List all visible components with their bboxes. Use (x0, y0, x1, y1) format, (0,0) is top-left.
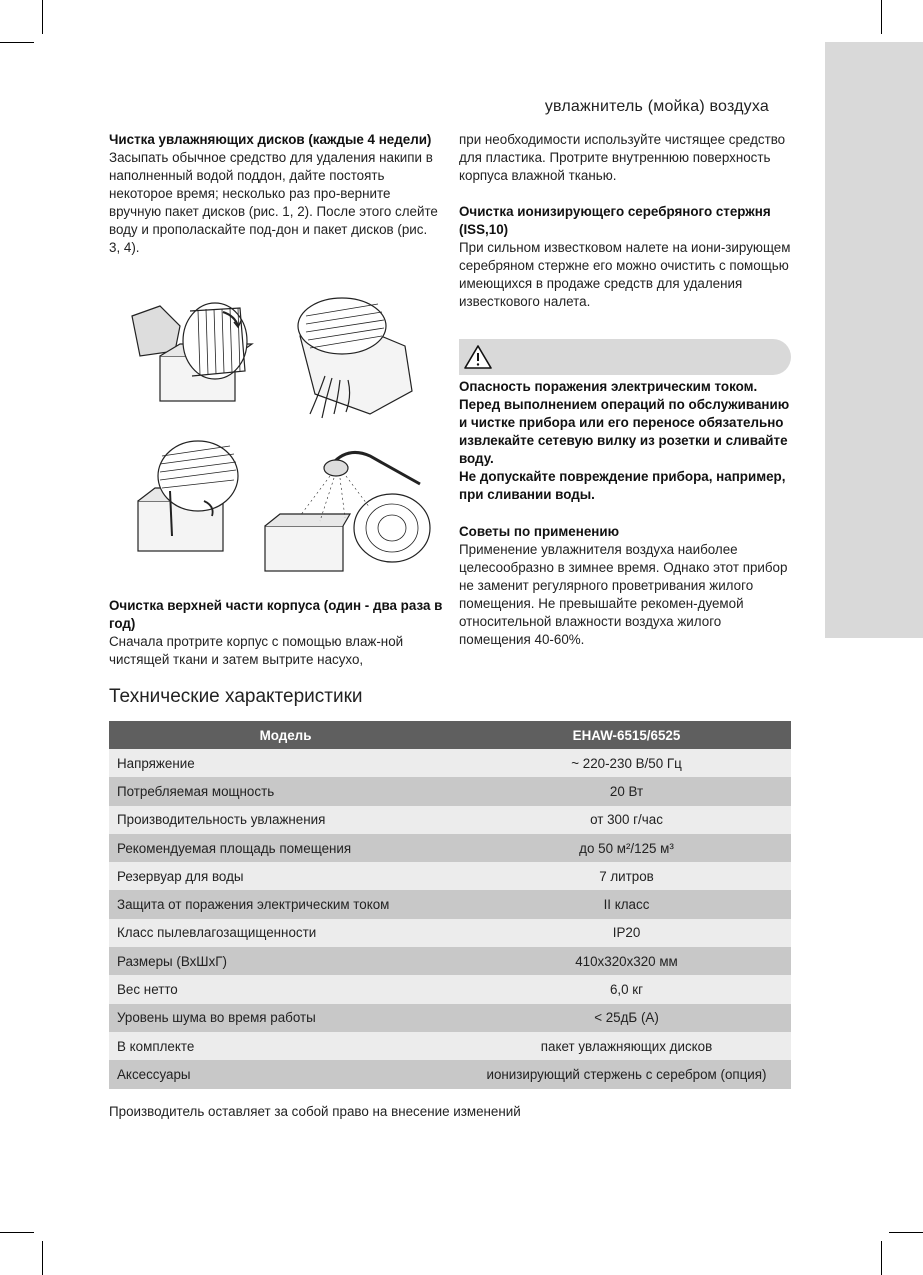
right-column (459, 131, 793, 185)
spec-label: Потребляемая мощность (109, 777, 462, 805)
table-row (109, 890, 791, 918)
spec-label: Класс пылевлагозащищенности (109, 919, 462, 947)
spec-value: 410х320х320 мм (462, 947, 791, 975)
tips-heading: Советы по применению (459, 524, 620, 539)
disc-cleaning-body: Засыпать обычное средство для удаления накипи в наполненный водой поддон, дайте постоять некоторое время; несколько раз про-верните вручную пакет дисков (рис. 1, 2). После этого слейте воду и прополаскайте под-дон и пакет дисков (рис. 3, 4). (109, 150, 438, 255)
spec-label: Уровень шума во время работы (109, 1004, 462, 1032)
table-row (109, 947, 791, 975)
spec-value: 20 Вт (462, 777, 791, 805)
table-row (109, 1060, 791, 1088)
spec-value: 7 литров (462, 862, 791, 890)
tips-body: Применение увлажнителя воздуха наиболее целесообразно в зимнее время. Однако этот прибор не заменит регулярного проветривания жилого помещения. Не превышайте рекомен-дуемой относительной влажности воздуха жилого помещения 40-60%. (459, 542, 788, 647)
warning-text: Опасность поражения электрическим током. Перед выполнением операций по обслуживанию и чистке прибора или его переносе обязательно извлекайте сетевую вилку из розетки и сливайте воду. (459, 379, 790, 466)
warning-section (459, 378, 793, 504)
spec-value: II класс (462, 890, 791, 918)
crop-mark (881, 1241, 882, 1275)
specs-header-row (109, 721, 791, 749)
top-case-section (109, 597, 444, 669)
table-row (109, 919, 791, 947)
spec-label: Напряжение (109, 749, 462, 777)
crop-mark (42, 0, 43, 34)
table-row (109, 749, 791, 777)
specs-title: Технические характеристики (109, 686, 363, 707)
crop-mark (0, 1232, 34, 1233)
ionizer-section (459, 203, 793, 311)
specs-table (109, 721, 791, 1089)
table-row (109, 806, 791, 834)
spec-value: до 50 м²/125 м³ (462, 834, 791, 862)
left-column (109, 131, 439, 257)
spec-label: Рекомендуемая площадь помещения (109, 834, 462, 862)
disc-cleaning-figure (120, 296, 432, 578)
spec-value: пакет увлажняющих дисков (462, 1032, 791, 1060)
crop-mark (0, 42, 34, 43)
case-cleaning-continuation: при необходимости используйте чистящее средство для пластика. Протрите внутреннюю поверхность корпуса влажной тканью. (459, 132, 786, 183)
tips-section (459, 523, 793, 649)
specs-header-label: Модель (109, 721, 462, 749)
footnote: Производитель оставляет за собой право на внесение изменений (109, 1104, 521, 1119)
spec-label: Резервуар для воды (109, 862, 462, 890)
crop-mark (881, 0, 882, 34)
table-row (109, 862, 791, 890)
spec-label: Аксессуары (109, 1060, 462, 1088)
warning-text-2: Не допускайте повреждение прибора, например, при сливании воды. (459, 469, 786, 502)
crop-mark (889, 1232, 923, 1233)
disc-cleaning-illustrations-icon (120, 296, 432, 578)
table-row (109, 1032, 791, 1060)
page-header-title: увлажнитель (мойка) воздуха (544, 98, 769, 115)
table-row (109, 834, 791, 862)
ionizer-heading: Очистка ионизирующего серебряного стержня (ISS,10) (459, 204, 771, 237)
disc-cleaning-heading: Чистка увлажняющих дисков (каждые 4 недели) (109, 132, 432, 147)
warning-triangle-icon (463, 343, 493, 371)
side-tab (825, 42, 923, 638)
spec-label: Размеры (ВхШхГ) (109, 947, 462, 975)
spec-value: ионизирующий стержень с серебром (опция) (462, 1060, 791, 1088)
specs-header-value: EHAW-6515/6525 (462, 721, 791, 749)
spec-label: Защита от поражения электрическим током (109, 890, 462, 918)
spec-value: от 300 г/час (462, 806, 791, 834)
table-row (109, 777, 791, 805)
spec-value: IP20 (462, 919, 791, 947)
table-row (109, 1004, 791, 1032)
spec-value: < 25дБ (А) (462, 1004, 791, 1032)
spec-label: В комплекте (109, 1032, 462, 1060)
table-row (109, 975, 791, 1003)
top-case-body: Сначала протрите корпус с помощью влаж-ной чистящей ткани и затем вытрите насухо, (109, 634, 404, 667)
top-case-heading: Очистка верхней части корпуса (один - два раза в год) (109, 598, 443, 631)
ionizer-body: При сильном известковом налете на иони-зирующем серебряном стержне его можно очистить с помощью имеющихся в продаже средств для удаления известкового налета. (459, 240, 791, 309)
spec-value: ~ 220-230 В/50 Гц (462, 749, 791, 777)
spec-label: Вес нетто (109, 975, 462, 1003)
crop-mark (42, 1241, 43, 1275)
warning-bar (459, 339, 791, 375)
spec-value: 6,0 кг (462, 975, 791, 1003)
spec-label: Производительность увлажнения (109, 806, 462, 834)
